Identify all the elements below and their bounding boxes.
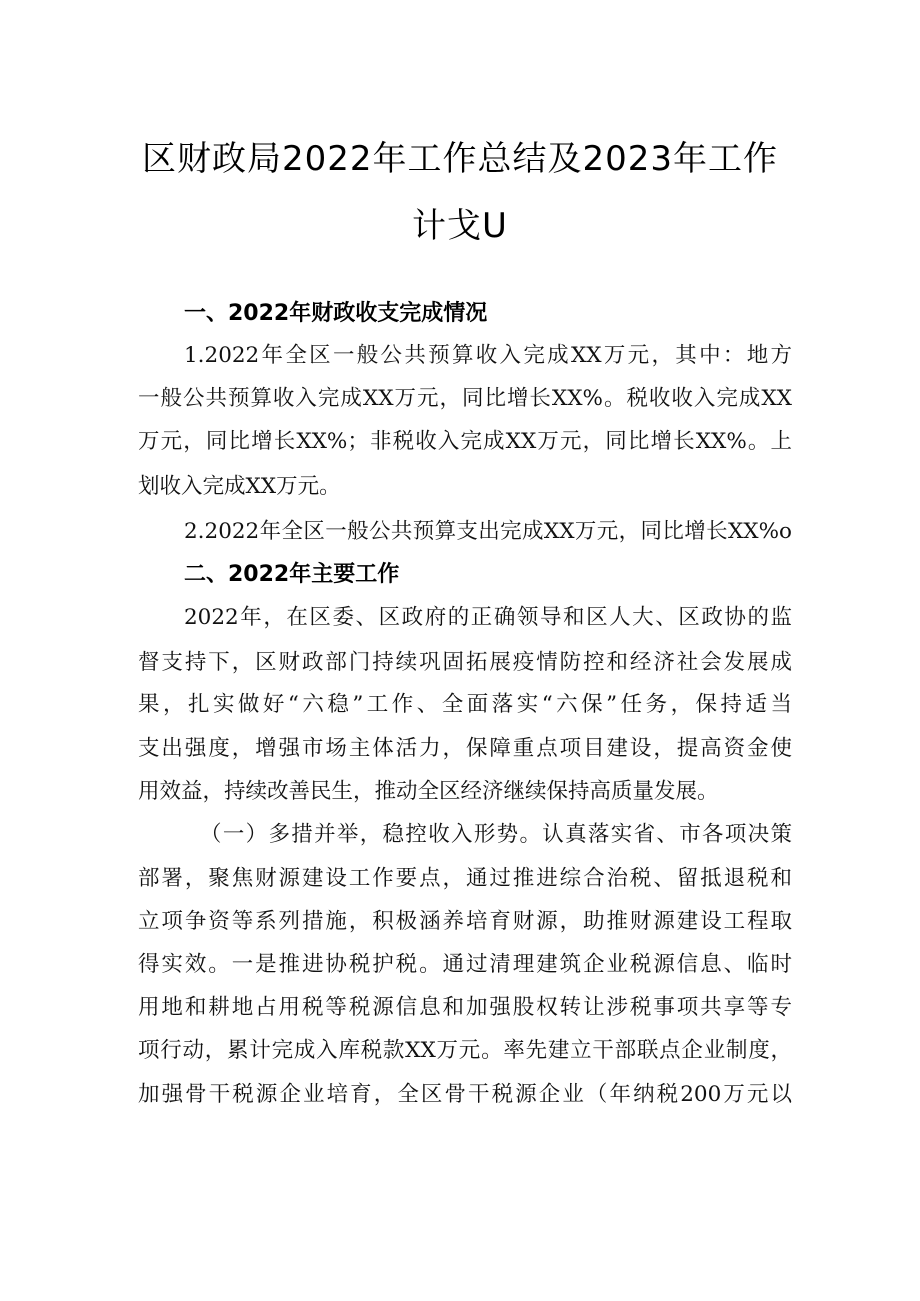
paragraph-3-line-3: 果，扎实做好“六稳”工作、全面落实“六保”任务，保持适当 — [138, 692, 792, 717]
paragraph-1-line-1: 1.2022年全区一般公共预算收入完成XX万元，其中：地方 — [184, 343, 792, 368]
paragraph-1-line-4: 划收入完成XX万元。 — [138, 474, 341, 499]
section-heading-1: 一、2022年财政收支完成情况 — [184, 301, 488, 326]
paragraph-3-line-4: 支出强度，增强市场主体活力，保障重点项目建设，提高资金使 — [138, 736, 792, 761]
document-title-line-1: 区财政局2022年工作总结及2023年工作 — [141, 139, 779, 179]
section-heading-2: 二、2022年主要工作 — [184, 562, 400, 587]
paragraph-2-line-1: 2.2022年全区一般公共预算支出完成XX万元，同比增长XX%o — [184, 519, 792, 544]
paragraph-1-line-3: 万元，同比增长XX%；非税收入完成XX万元，同比增长XX%。上 — [138, 429, 792, 454]
paragraph-3-line-5: 用效益，持续改善民生，推动全区经济继续保持高质量发展。 — [138, 779, 719, 804]
paragraph-4-line-5: 用地和耕地占用税等税源信息和加强股权转让涉税事项共享等专 — [138, 995, 792, 1020]
paragraph-4-line-4: 得实效。一是推进协税护税。通过清理建筑企业税源信息、临时 — [138, 952, 792, 977]
paragraph-4-line-7: 加强骨干税源企业培育，全区骨干税源企业（年纳税200万元以 — [138, 1082, 792, 1107]
paragraph-4-line-6: 项行动，累计完成入库税款XX万元。率先建立干部联点企业制度， — [138, 1038, 792, 1063]
paragraph-4-line-1: （一）多措并举，稳控收入形势。认真落实省、市各项决策 — [200, 822, 792, 847]
paragraph-4-line-2: 部署，聚焦财源建设工作要点，通过推进综合治税、留抵退税和 — [138, 866, 792, 891]
paragraph-3-line-1: 2022年，在区委、区政府的正确领导和区人大、区政协的监 — [184, 605, 792, 630]
document-title-line-2: 计戈U — [412, 206, 508, 246]
paragraph-3-line-2: 督支持下，区财政部门持续巩固拓展疫情防控和经济社会发展成 — [138, 650, 792, 675]
paragraph-1-line-2: 一般公共预算收入完成XX万元，同比增长XX%。税收收入完成XX — [138, 386, 792, 411]
paragraph-4-line-3: 立项争资等系列措施，积极涵养培育财源，助推财源建设工程取 — [138, 909, 792, 934]
